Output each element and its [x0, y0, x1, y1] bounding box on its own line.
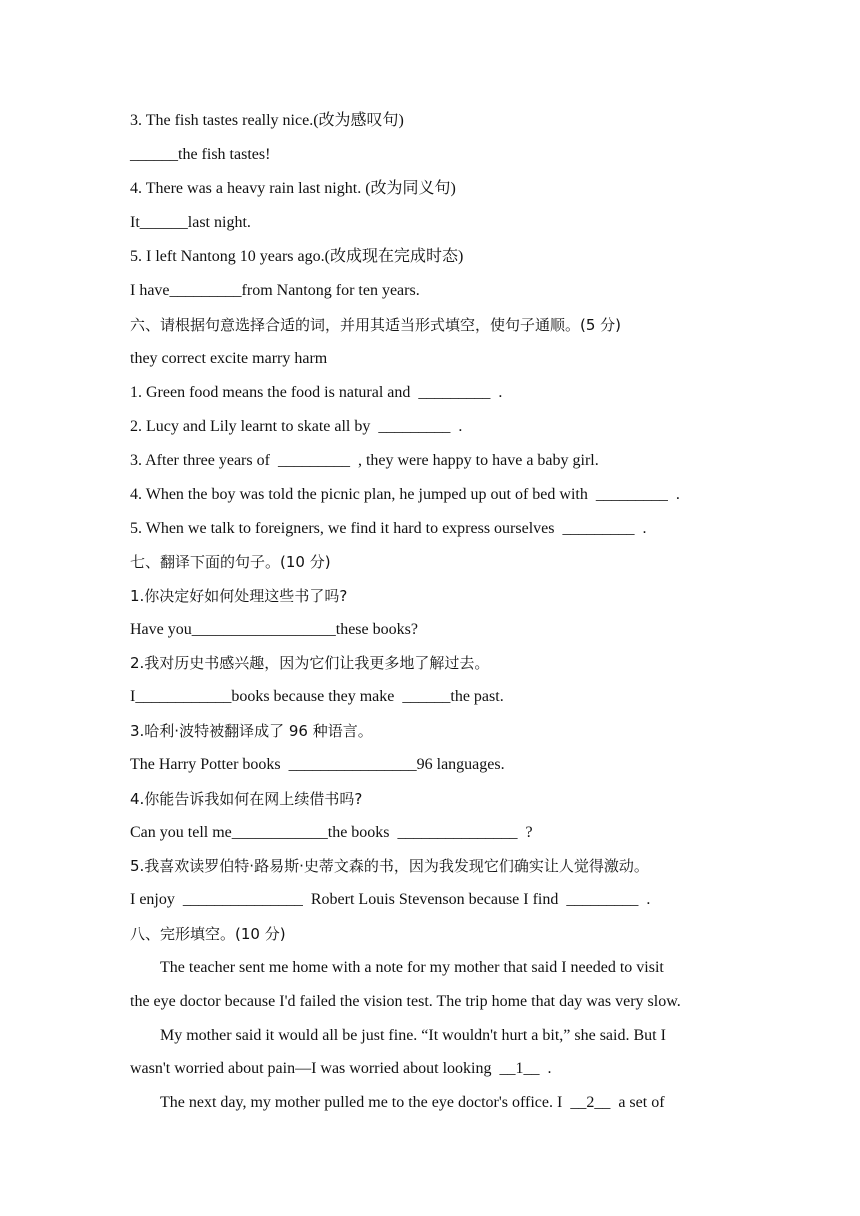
s7-item-4-english: Can you tell me____________the books _______________ ? — [130, 824, 533, 841]
section-8-heading: 八、完形填空。(10 分) — [130, 925, 286, 943]
s7-item-5-chinese: 5.我喜欢读罗伯特·路易斯·史蒂文森的书，因为我发现它们确实让人觉得激动。 — [130, 857, 649, 875]
s6-item-3: 3. After three years of _________ , they were happy to have a baby girl. — [130, 452, 599, 469]
s7-item-3-chinese: 3.哈利·波特被翻译成了 96 种语言。 — [130, 722, 373, 740]
cloze-paragraph-2-line-1: My mother said it would all be just fine. “It wouldn't hurt a bit,” she said. But I — [160, 1027, 666, 1044]
s7-item-4-chinese: 4.你能告诉我如何在网上续借书吗? — [130, 790, 363, 808]
cloze-paragraph-3-line-1: The next day, my mother pulled me to the eye doctor's office. I __2__ a set of — [160, 1094, 665, 1111]
s6-item-2: 2. Lucy and Lily learnt to skate all by _________ . — [130, 418, 463, 435]
section-6-heading: 六、请根据句意选择合适的词，并用其适当形式填空，使句子通顺。(5 分) — [130, 316, 622, 334]
s7-item-1-english: Have you__________________these books? — [130, 621, 418, 638]
s6-item-1: 1. Green food means the food is natural and _________ . — [130, 384, 503, 401]
section-7-heading: 七、翻译下面的句子。(10 分) — [130, 553, 331, 571]
q5-3-answer-line: ______the fish tastes! — [130, 146, 271, 163]
s7-item-2-english: I____________books because they make ______the past. — [130, 688, 504, 705]
q5-4-answer-line: It______last night. — [130, 214, 251, 231]
s6-item-5: 5. When we talk to foreigners, we find it hard to express ourselves _________ . — [130, 520, 647, 537]
cloze-paragraph-1-line-2: the eye doctor because I'd failed the vision test. The trip home that day was very slow. — [130, 993, 681, 1010]
s7-item-2-chinese: 2.我对历史书感兴趣，因为它们让我更多地了解过去。 — [130, 654, 490, 672]
q5-4-prompt: 4. There was a heavy rain last night. (改为同义句) — [130, 180, 456, 197]
s7-item-5-english: I enjoy _______________ Robert Louis Stevenson because I find _________ . — [130, 891, 651, 908]
s7-item-1-chinese: 1.你决定好如何处理这些书了吗? — [130, 587, 348, 605]
cloze-paragraph-1-line-1: The teacher sent me home with a note for my mother that said I needed to visit — [160, 959, 664, 976]
word-bank: they correct excite marry harm — [130, 350, 328, 367]
s7-item-3-english: The Harry Potter books ________________96 languages. — [130, 756, 505, 773]
q5-3-prompt: 3. The fish tastes really nice.(改为感叹句) — [130, 112, 404, 129]
s6-item-4: 4. When the boy was told the picnic plan, he jumped up out of bed with _________ . — [130, 486, 680, 503]
q5-5-answer-line: I have_________from Nantong for ten years. — [130, 282, 420, 299]
cloze-paragraph-2-line-2: wasn't worried about pain—I was worried about looking __1__ . — [130, 1060, 552, 1077]
q5-5-prompt: 5. I left Nantong 10 years ago.(改成现在完成时态) — [130, 248, 464, 265]
